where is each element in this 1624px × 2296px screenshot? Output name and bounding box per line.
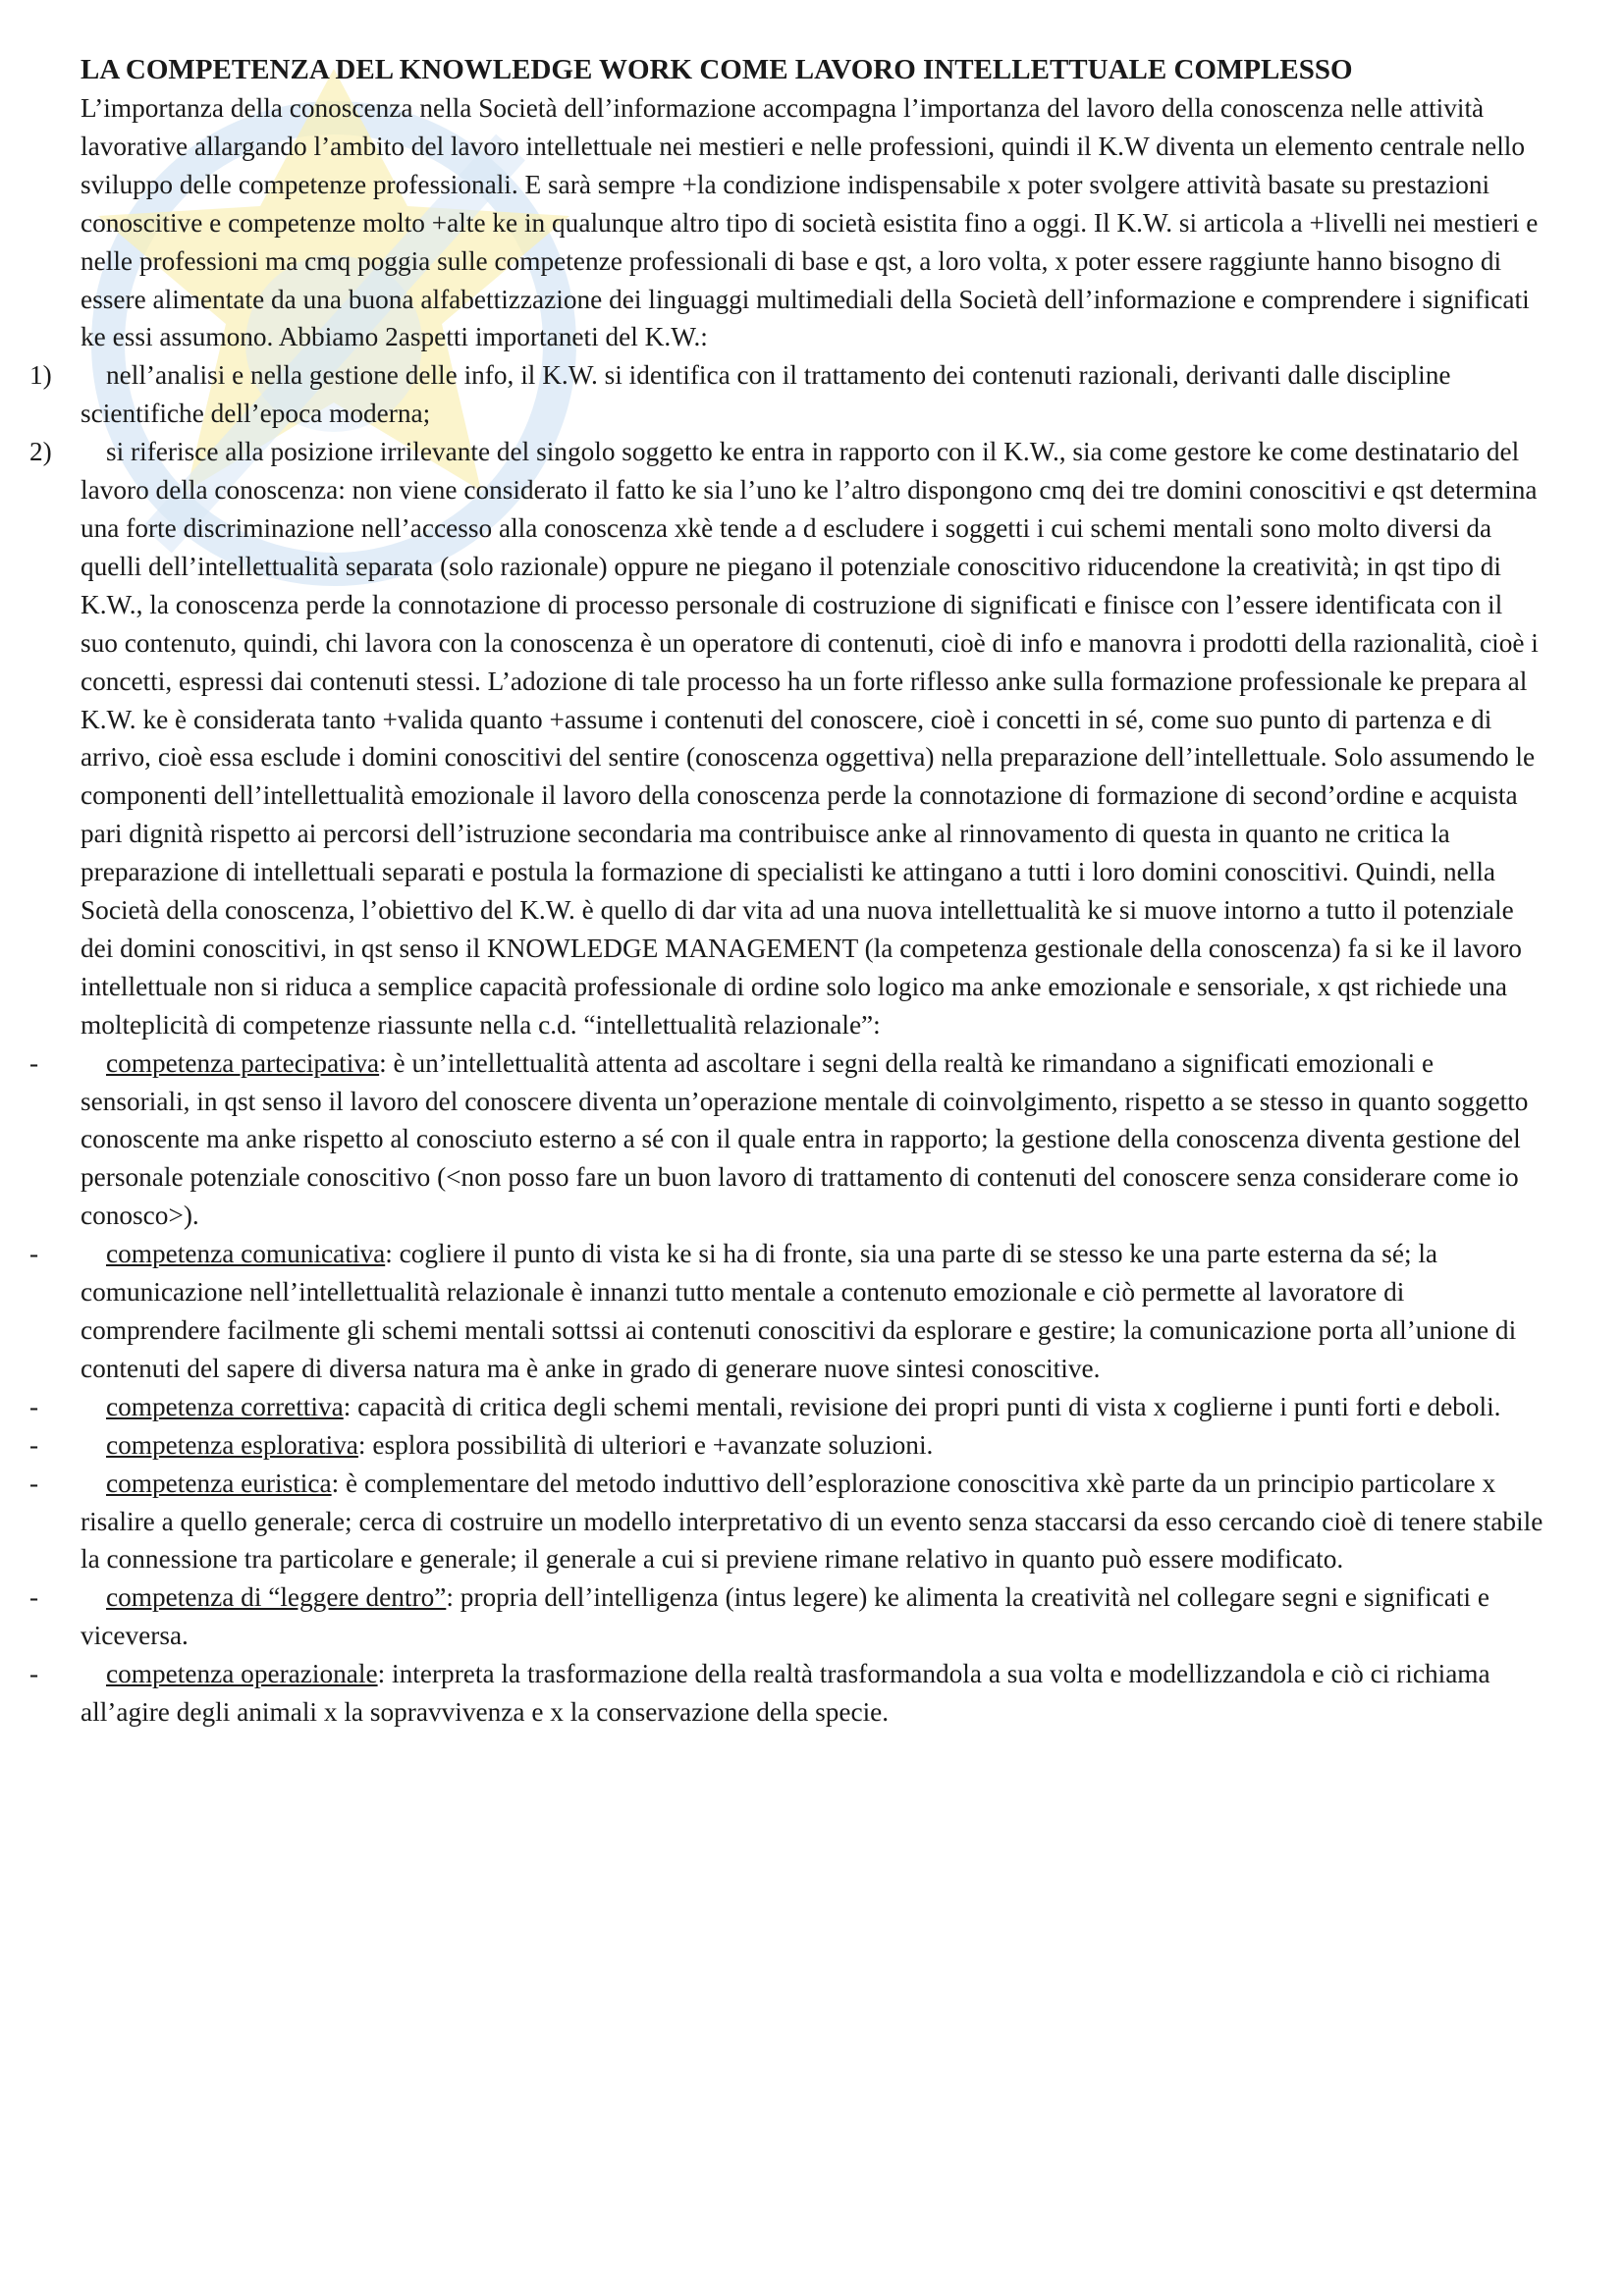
list-marker: - — [29, 1468, 39, 1498]
competence-item-comunicativa — [29, 1235, 1543, 1388]
list-marker: - — [29, 1429, 39, 1460]
list-marker: - — [29, 1391, 39, 1421]
list-marker: - — [29, 1659, 39, 1689]
competence-item-partecipativa — [29, 1044, 1543, 1236]
numbered-item-text: si riferisce alla posizione irrilevante del singolo soggetto ke entra in rapporto con il K.W., sia come gestore ke come destinatario del lavoro della conoscenza: non viene considerato il fatto ke sia l’uno ke l’altro dispongono cmq dei tre domini conoscitivi e qst determina una forte discriminazione nell’accesso alla conoscenza xkè tende a d escludere i soggetti i cui schemi mentali sono molto diversi da quelli dell’intellettualità separata (solo razionale) oppure ne piegano il potenziale conoscitivo riducendone la creatività; in qst tipo di K.W., la conoscenza perde la connotazione di processo personale di costruzione di significati e finisce con l’essere identificata con il suo contenuto, quindi, chi lavora con la conoscenza è un operatore di contenuti, cioè di info e manovra i prodotti della razionalità, cioè i concetti, espressi dai contenuti stessi. L’adozione di tale processo ha un forte riflesso anke sulla formazione professionale ke prepara al K.W. ke è considerata tanto +valida quanto +assume i contenuti del conoscere, cioè i concetti in sé, come suo punto di partenza e di arrivo, cioè essa esclude i domini conoscitivi del sentire (conoscenza oggettiva) nella preparazione dell’intellettuale. Solo assumendo le componenti dell’intellettualità emozionale il lavoro della conoscenza perde la connotazione di formazione di second’ordine e acquista pari dignità rispetto ai percorsi dell’istruzione secondaria ma contribuisce anke al rinnovamento di questa in quanto ne critica la preparazione di intellettuali separati e postula la formazione di specialisti ke attingano a tutti i loro domini conoscitivi. Quindi, nella Società della conoscenza, l’obiettivo del K.W. è quello di dar vita ad una nuova intellettualità ke si muove intorno a tutto il potenziale dei domini conoscitivi, in qst senso il KNOWLEDGE MANAGEMENT (la competenza gestionale della conoscenza) fa si ke il lavoro intellettuale non si riduca a semplice capacità professionale di ordine solo logico ma anke emozionale e sensoriale, x qst richiede una molteplicità di competenze riassunte nella c.d. “intellettualità relazionale”: — [81, 437, 1539, 1040]
numbered-item — [29, 356, 1543, 433]
list-marker: - — [29, 1047, 39, 1078]
competence-text: : interpreta la trasformazione della realtà trasformandola a sua volta e modellizzandola e ciò ci richiama all’agire degli animali x la sopravvivenza e x la conservazione della specie. — [81, 1659, 1490, 1728]
numbered-item-text: nell’analisi e nella gestione delle info, il K.W. si identifica con il trattamento dei contenuti razionali, derivanti dalle discipline scientifiche dell’epoca moderna; — [81, 360, 1451, 429]
competence-text: : è un’intellettualità attenta ad ascoltare i segni della realtà ke rimandano a significati emozionali e sensoriali, in qst senso il lavoro del conoscere diventa un’operazione mentale di coinvolgimento, rispetto a se stesso in quanto soggetto conoscente ma anke rispetto al conosciuto esterno a sé con il quale entra in rapporto; la gestione della conoscenza diventa gestione del personale potenziale conoscitivo (<non posso fare un buon lavoro di trattamento di contenuti del conoscere senza considerare come io conosco>). — [81, 1047, 1529, 1231]
competence-term: competenza comunicativa — [106, 1239, 386, 1269]
numbered-item — [29, 433, 1543, 1044]
competence-item-operazionale — [29, 1655, 1543, 1732]
competence-text: : è complementare del metodo induttivo dell’esplorazione conoscitiva xkè parte da un principio particolare x risalire a quello generale; cerca di costruire un modello interpretativo di un evento senza staccarsi da esso cercando cioè di tenere stabile la connessione tra particolare e generale; il generale a cui si previene rimane relativo in quanto può essere modificato. — [81, 1468, 1543, 1575]
competence-text: : cogliere il punto di vista ke si ha di fronte, sia una parte di se stesso ke una parte esterna da sé; la comunicazione nell’intellettualità relazionale è innanzi tutto mentale a contenuto emozionale e ciò permette al lavoratore di comprendere facilmente gli schemi mentali sottssi ai contenuti conoscitivi da esplorare e gestire; la comunicazione porta all’unione di contenuti del sapere di diversa natura ma è anke in grado di generare nuove sintesi conoscitive. — [81, 1239, 1517, 1383]
competence-text: : esplora possibilità di ulteriori e +avanzate soluzioni. — [357, 1429, 934, 1460]
document-body — [29, 51, 1543, 1732]
competence-item-euristica — [29, 1465, 1543, 1579]
competence-item-leggere-dentro — [29, 1578, 1543, 1655]
competence-list — [29, 1044, 1543, 1732]
competence-text: : propria dell’intelligenza (intus legere) ke alimenta la creatività nel collegare segni e significati e viceversa. — [81, 1582, 1489, 1651]
list-marker: - — [29, 1239, 39, 1269]
competence-term: competenza di “leggere dentro” — [106, 1582, 447, 1613]
competence-term: competenza esplorativa — [106, 1429, 358, 1460]
document-title: LA COMPETENZA DEL KNOWLEDGE WORK COME LAVORO INTELLETTUALE COMPLESSO — [81, 54, 1353, 85]
intro-paragraph: L’importanza della conoscenza nella Società dell’informazione accompagna l’importanza del lavoro della conoscenza nelle attività lavorative allargando l’ambito del lavoro intellettuale nei mestieri e nelle professioni, quindi il K.W diventa un elemento centrale nello sviluppo delle competenze professionali. E sarà sempre +la condizione indispensabile x poter svolgere attività basate su prestazioni conoscitive e competenze molto +alte ke in qualunque altro tipo di società esistita fino a oggi. Il K.W. si articola a +livelli nei mestieri e nelle professioni ma cmq poggia sulle competenze professionali di base e qst, a loro volta, x poter essere raggiunte hanno bisogno di essere alimentate da una buona alfabettizzazione dei linguaggi multimediali della Società dell’informazione e comprendere i significati ke essi assumono. Abbiamo 2aspetti importaneti del K.W.: — [81, 93, 1539, 352]
competence-term: competenza euristica — [106, 1468, 332, 1498]
list-marker: 2) — [29, 437, 52, 467]
competence-term: competenza operazionale — [106, 1659, 378, 1689]
competence-term: competenza partecipativa — [106, 1047, 380, 1078]
list-marker: 1) — [29, 360, 52, 391]
competence-term: competenza correttiva — [106, 1391, 344, 1421]
competence-item-esplorativa — [29, 1426, 1543, 1465]
competence-text: : capacità di critica degli schemi mentali, revisione dei propri punti di vista x coglierne i punti forti e deboli. — [343, 1391, 1501, 1421]
numbered-list — [29, 356, 1543, 1043]
competence-item-correttiva — [29, 1388, 1543, 1426]
list-marker: - — [29, 1582, 39, 1613]
